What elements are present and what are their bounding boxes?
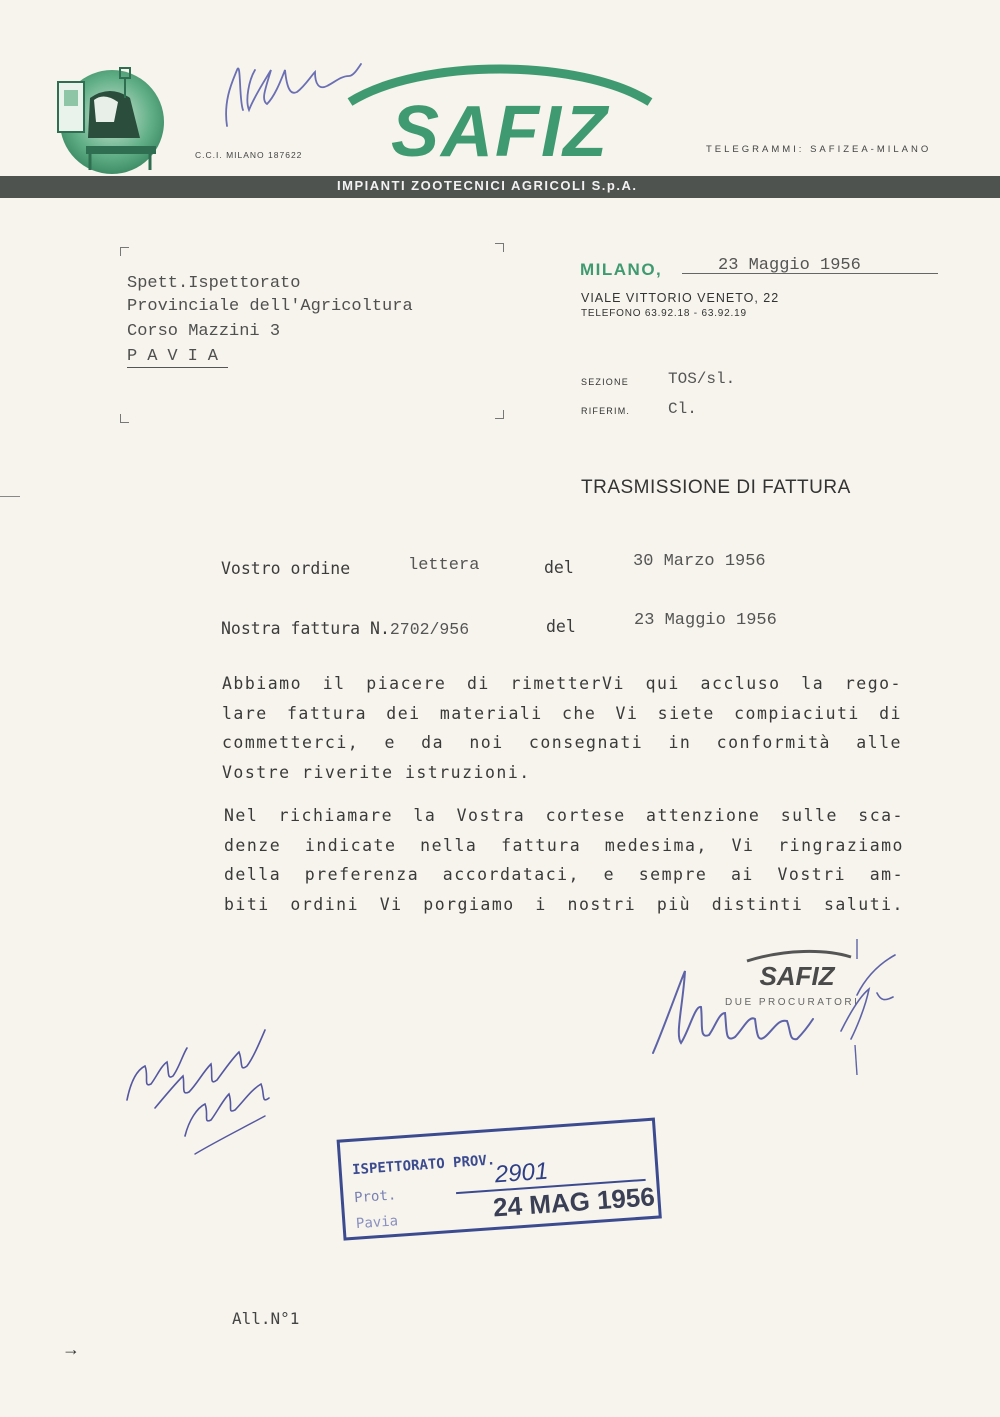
company-name: IMPIANTI ZOOTECNICI AGRICOLI S.p.A. [337, 178, 638, 193]
recipient-line-3: Corso Mazzini 3 [127, 322, 281, 341]
cci-number: C.C.I. MILANO 187622 [195, 150, 303, 160]
stamp-date: 24 MAG 1956 [492, 1181, 656, 1223]
date-underline [682, 273, 938, 274]
fold-mark [0, 496, 20, 497]
sezione-label: SEZIONE [581, 377, 629, 387]
order-del: del [544, 558, 574, 577]
invoice-del: del [546, 617, 576, 636]
arrow-mark: → [62, 1339, 80, 1359]
body-line: biti ordini Vi porgiamo i nostri più distinti saluti. [224, 894, 904, 914]
body-line: Nel richiamare la Vostra cortese attenzione sulle sca- [224, 806, 904, 825]
body-line: denze indicate nella fattura medesima, Vi ringraziamo [224, 835, 904, 855]
signature-brand: SAFIZ [759, 961, 835, 991]
sender-address: VIALE VITTORIO VENETO, 22 [581, 291, 780, 305]
brand-wordmark: SAFIZ [391, 92, 609, 164]
body-paragraph-2 [224, 801, 904, 919]
riferim-label: RIFERIM. [581, 406, 631, 416]
body-line: della preferenza accordataci, e sempre ai Vostri am- [224, 865, 904, 884]
handwritten-annotation [115, 1010, 285, 1160]
sender-telephone: TELEFONO 63.92.18 - 63.92.19 [581, 308, 747, 319]
address-corner-mark [495, 243, 504, 252]
body-line: commetterci, e da noi consegnati in conformità alle [222, 733, 902, 752]
invoice-label-text: Nostra fattura N. [221, 619, 390, 638]
body-paragraph-1 [222, 669, 902, 787]
address-corner-mark [120, 247, 129, 256]
invoice-number: 2702/956 [389, 620, 470, 639]
letter-date: 23 Maggio 1956 [718, 256, 861, 275]
telegram-address: TELEGRAMMI: SAFIZEA-MILANO [706, 144, 932, 155]
riferim-value: Cl. [668, 400, 697, 418]
recipient-line-1: Spett.Ispettorato [127, 274, 301, 293]
sender-city: MILANO, [580, 260, 663, 279]
stamp-row-2: Prot. [353, 1187, 397, 1207]
body-line: lare fattura dei materiali che Vi siete compiaciuti di [222, 703, 902, 723]
order-date: 30 Marzo 1956 [633, 552, 766, 571]
body-line: Vostre riverite istruzioni. [222, 762, 531, 782]
invoice-label [221, 619, 469, 639]
address-corner-mark [120, 414, 129, 423]
company-emblem-logo [50, 60, 170, 180]
letter-subject: TRASMISSIONE DI FATTURA [581, 477, 851, 498]
order-label: Vostro ordine [221, 559, 351, 578]
signature-title: DUE PROCURATORI [725, 997, 860, 1008]
recipient-city: PAVIA [127, 347, 229, 366]
invoice-date: 23 Maggio 1956 [634, 611, 777, 630]
recipient-line-2: Provinciale dell'Agricoltura [127, 297, 413, 316]
received-stamp [335, 1108, 665, 1243]
stamp-row-3: Pavia [355, 1213, 399, 1233]
sezione-value: TOS/sl. [668, 370, 736, 388]
safiz-logo [330, 64, 670, 164]
signature-block [645, 935, 905, 1085]
stamp-number: 2901 [493, 1157, 550, 1189]
body-line: Abbiamo il piacere di rimetterVi qui accluso la rego- [222, 674, 902, 693]
stamp-header: ISPETTORATO PROV. [351, 1152, 496, 1179]
address-corner-mark [495, 410, 504, 419]
order-type: lettera [408, 556, 480, 575]
attachment-note: All.N°1 [232, 1309, 300, 1328]
